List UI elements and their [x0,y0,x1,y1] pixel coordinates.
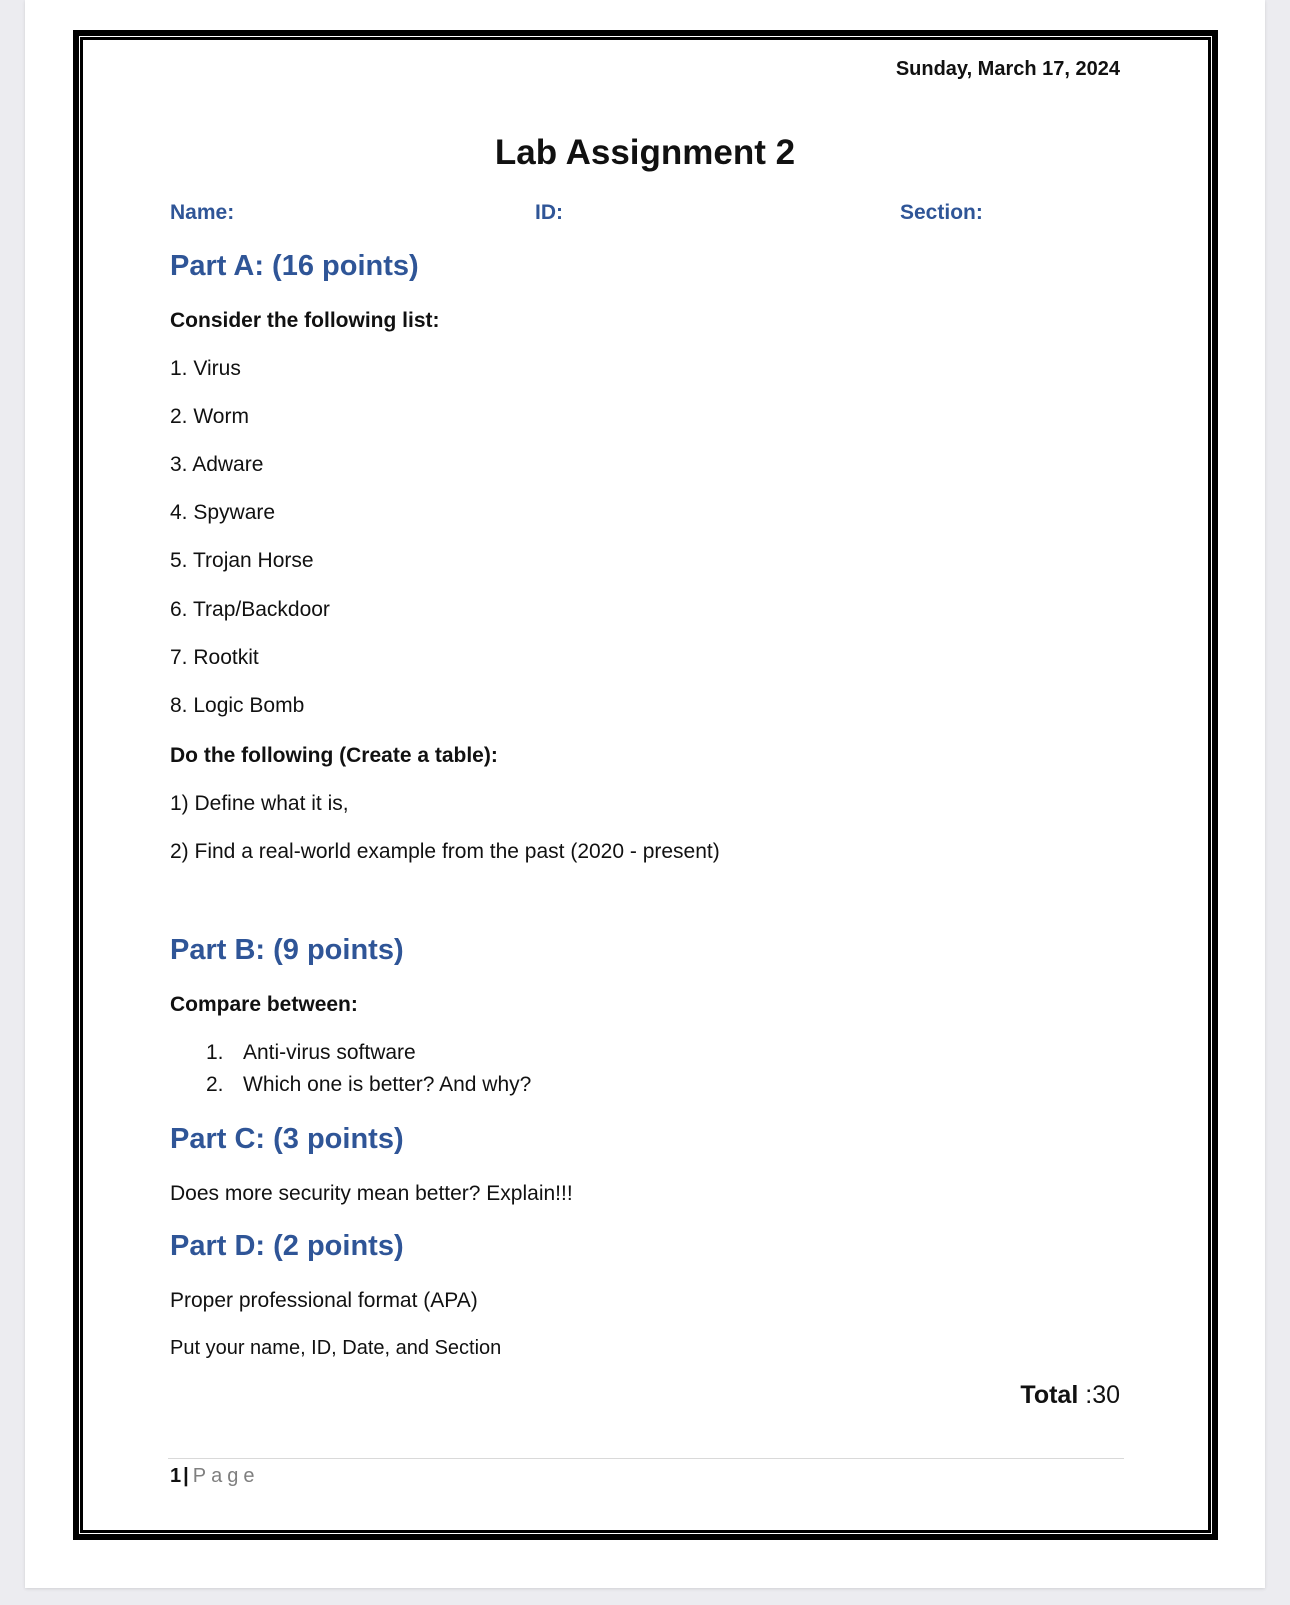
part-b-heading: Part B: (9 points) [170,934,404,966]
footer-divider [168,1458,1124,1459]
list-item: 1. Virus [170,357,241,380]
footer-separator: | [183,1465,189,1487]
part-b-intro: Compare between: [170,993,358,1016]
part-d-heading: Part D: (2 points) [170,1230,404,1262]
task-item: 2) Find a real-world example from the past (2020 - present) [170,840,720,863]
part-a-instruction: Do the following (Create a table): [170,744,498,767]
total-label: Total [1020,1381,1079,1409]
list-item: 2. Worm [170,405,249,428]
part-d-line2: Put your name, ID, Date, and Section [170,1337,502,1359]
list-item: Which one is better? And why? [243,1073,532,1096]
page-footer [170,1466,259,1486]
page-number: 1 [170,1465,182,1487]
task-item: 1) Define what it is, [170,792,349,815]
list-item: 7. Rootkit [170,646,259,669]
total-score [1020,1383,1120,1408]
part-d-line1: Proper professional format (APA) [170,1289,478,1312]
list-item: 8. Logic Bomb [170,694,305,717]
page-label: Page [192,1465,260,1487]
total-value: :30 [1078,1381,1120,1409]
part-a-intro: Consider the following list: [170,309,440,332]
list-item: Anti-virus software [243,1041,416,1064]
name-label: Name: [170,201,235,224]
list-number: 1. [206,1041,224,1064]
section-label: Section: [900,201,983,224]
list-item: 4. Spyware [170,501,276,524]
list-item: 3. Adware [170,453,264,476]
list-item: 6. Trap/Backdoor [170,598,330,621]
document-title: Lab Assignment 2 [494,133,796,172]
part-a-heading: Part A: (16 points) [170,250,419,282]
list-number: 2. [206,1073,224,1096]
list-item: 5. Trojan Horse [170,549,314,572]
document-date: Sunday, March 17, 2024 [895,58,1120,80]
part-c-text: Does more security mean better? Explain!!! [170,1182,573,1205]
part-c-heading: Part C: (3 points) [170,1123,404,1155]
id-label: ID: [535,201,563,224]
